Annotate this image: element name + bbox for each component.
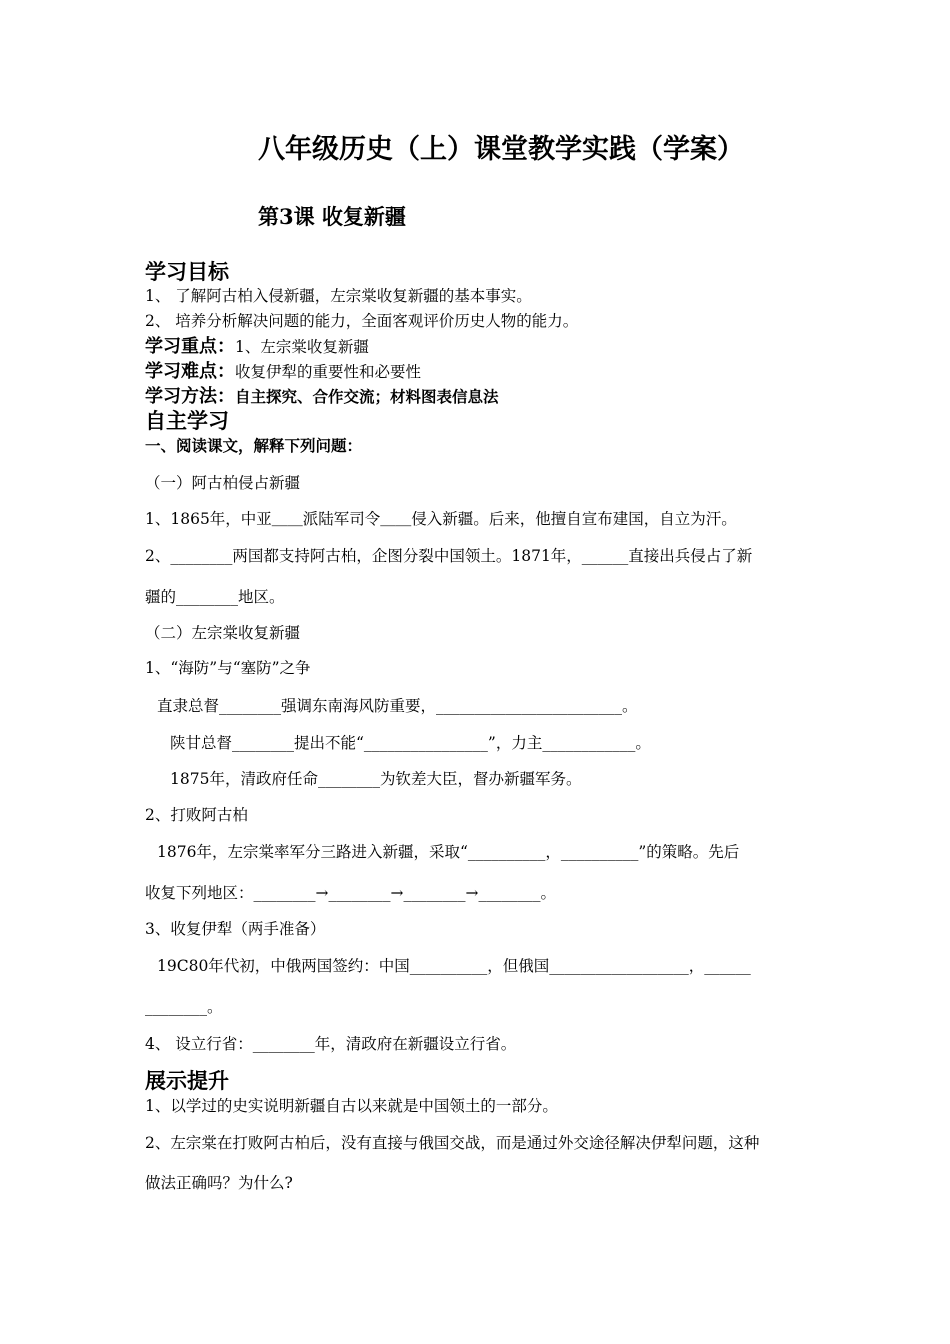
s1-question-2-cont: 疆的________地区。 — [145, 588, 285, 606]
s2-q1-line-b: 陕甘总督________提出不能“________________”，力主____________。 — [170, 734, 651, 752]
goal-item-2: 2、 培养分析解决问题的能力，全面客观评价历史人物的能力。 — [145, 312, 579, 330]
difficulty-text: 收复伊犁的重要性和必要性 — [235, 363, 422, 381]
s2-q1-line-a: 直隶总督________强调东南海风防重要，________________________。 — [157, 697, 638, 715]
s2-q2-line-a: 1876年，左宗棠率军分三路进入新疆，采取“__________，__________”的策略。先后 — [157, 843, 740, 861]
section-2-title: （二）左宗棠收复新疆 — [145, 624, 301, 642]
s2-q3-line-a: 19C80年代初，中俄两国签约：中国__________，但俄国__________________，______ — [157, 957, 751, 975]
difficulty-line — [145, 363, 421, 381]
method-text: 自主探究、合作交流；材料图表信息法 — [235, 387, 499, 406]
lesson-title: 第3课 收复新疆 — [258, 204, 406, 229]
extension-question-1: 1、以学过的史实说明新疆自古以来就是中国领土的一部分。 — [145, 1097, 558, 1115]
extension-question-2: 2、左宗棠在打败阿古柏后，没有直接与俄国交战，而是通过外交途径解决伊犁问题，这种 — [145, 1134, 760, 1152]
s2-question-4: 4、 设立行省：________年，清政府在新疆设立行省。 — [145, 1035, 517, 1053]
section-1-title: （一）阿古柏侵占新疆 — [145, 474, 301, 492]
s1-question-2: 2、________两国都支持阿古柏，企图分裂中国领土。1871年，______直接出兵侵占了新 — [145, 547, 753, 565]
key-point-line — [145, 338, 369, 356]
key-point-text: 1、左宗棠收复新疆 — [235, 338, 369, 356]
s2-q2-line-b: 收复下列地区：________→________→________→________。 — [145, 884, 556, 902]
extension-question-2-cont: 做法正确吗？为什么? — [145, 1174, 293, 1192]
s1-question-1: 1、1865年，中亚＿＿派陆军司令＿＿侵入新疆。后来，他擅自宣布建国，自立为汗。 — [145, 510, 737, 528]
difficulty-label: 学习难点： — [145, 361, 235, 382]
s2-q1-line-c: 1875年，清政府任命________为钦差大臣，督办新疆军务。 — [170, 770, 582, 788]
learning-goals-heading: 学习目标 — [145, 260, 229, 284]
method-label: 学习方法： — [145, 386, 235, 407]
key-point-label: 学习重点： — [145, 336, 235, 357]
s2-q1-title: 1、“海防”与“塞防”之争 — [145, 659, 311, 677]
extension-heading: 展示提升 — [145, 1069, 229, 1093]
document-title: 八年级历史（上）课堂教学实践（学案） — [258, 134, 744, 165]
goal-item-1: 1、 了解阿古柏入侵新疆，左宗棠收复新疆的基本事实。 — [145, 287, 532, 305]
s2-q3-title: 3、收复伊犁（两手准备） — [145, 920, 326, 938]
s2-q3-line-b: ________。 — [145, 998, 223, 1016]
s2-q2-title: 2、打败阿古柏 — [145, 806, 248, 824]
self-study-instruction: 一、阅读课文，解释下列问题： — [145, 436, 363, 455]
method-line — [145, 388, 499, 406]
self-study-heading: 自主学习 — [145, 409, 229, 433]
